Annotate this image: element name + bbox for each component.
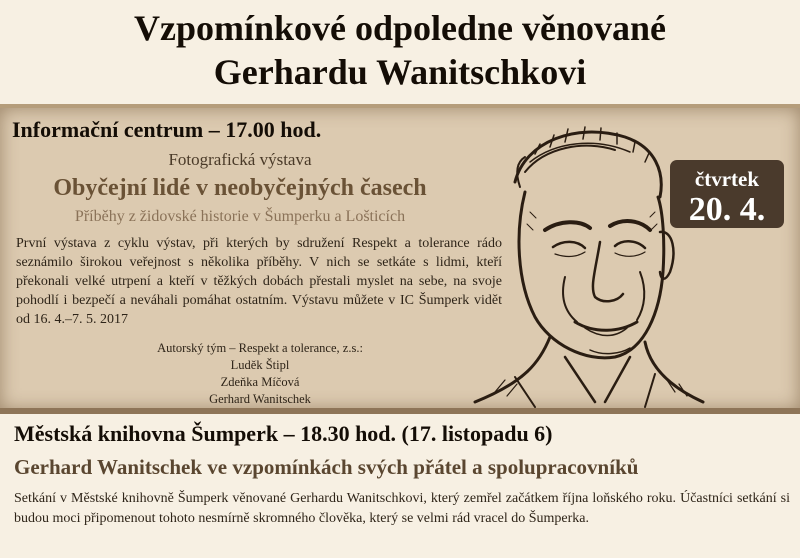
date-badge-day: čtvrtek bbox=[694, 167, 760, 191]
author-team bbox=[20, 340, 500, 408]
date-badge bbox=[670, 160, 784, 228]
exhibition-title: Obyčejní lidé v neobyčejných časech bbox=[53, 175, 427, 201]
team-member: Luděk Štipl bbox=[230, 358, 290, 372]
exhibition-subtitle: Příběhy z židovské historie v Šumperku a Lošticích bbox=[74, 208, 406, 225]
date-badge-date: 20. 4. bbox=[688, 191, 766, 228]
band-bottom-border bbox=[0, 408, 800, 414]
page-title-line-2: Gerhardu Wanitschkovi bbox=[213, 52, 587, 92]
team-member: Zdeňka Míčová bbox=[220, 375, 300, 389]
page-title bbox=[0, 6, 800, 94]
section1-heading: Informační centrum – 17.00 hod. bbox=[12, 117, 322, 142]
page-title-line-1: Vzpomínkové odpoledne věnované bbox=[133, 8, 667, 48]
exhibition-description: První výstava z cyklu výstav, při kterých by sdružení Respekt a tolerance rádo seznámilo širokou veřejnost s několika příběhy. V nich se setkáte s lidmi, kteří překonali velké utrpení a kteří v těžkých dobách přestali myslet na sebe, na svoje pohodlí i bezpečí a neváhali pomáhat ostatním. Výstavu můžete v IC Šumperk vidět od 16. 4.–7. 5. 2017 bbox=[16, 236, 502, 327]
section2-title: Gerhard Wanitschek ve vzpomínkách svých přátel a spolupracovníků bbox=[14, 455, 639, 479]
section2-description: Setkání v Městské knihovně Šumperk věnované Gerhardu Wanitschkovi, který zemřel začátkem října loňského roku. Účastníci setkání si budou moci připomenout tohoto nesmírně skromného člověka, který se velmi rád vracel do Šumperka. bbox=[14, 491, 790, 526]
exhibition-label: Fotografická výstava bbox=[168, 150, 312, 169]
section2-heading: Městská knihovna Šumperk – 18.30 hod. (17. listopadu 6) bbox=[14, 421, 553, 446]
author-team-label: Autorský tým – Respekt a tolerance, z.s.: bbox=[157, 341, 363, 355]
team-member: Gerhard Wanitschek bbox=[209, 392, 311, 406]
